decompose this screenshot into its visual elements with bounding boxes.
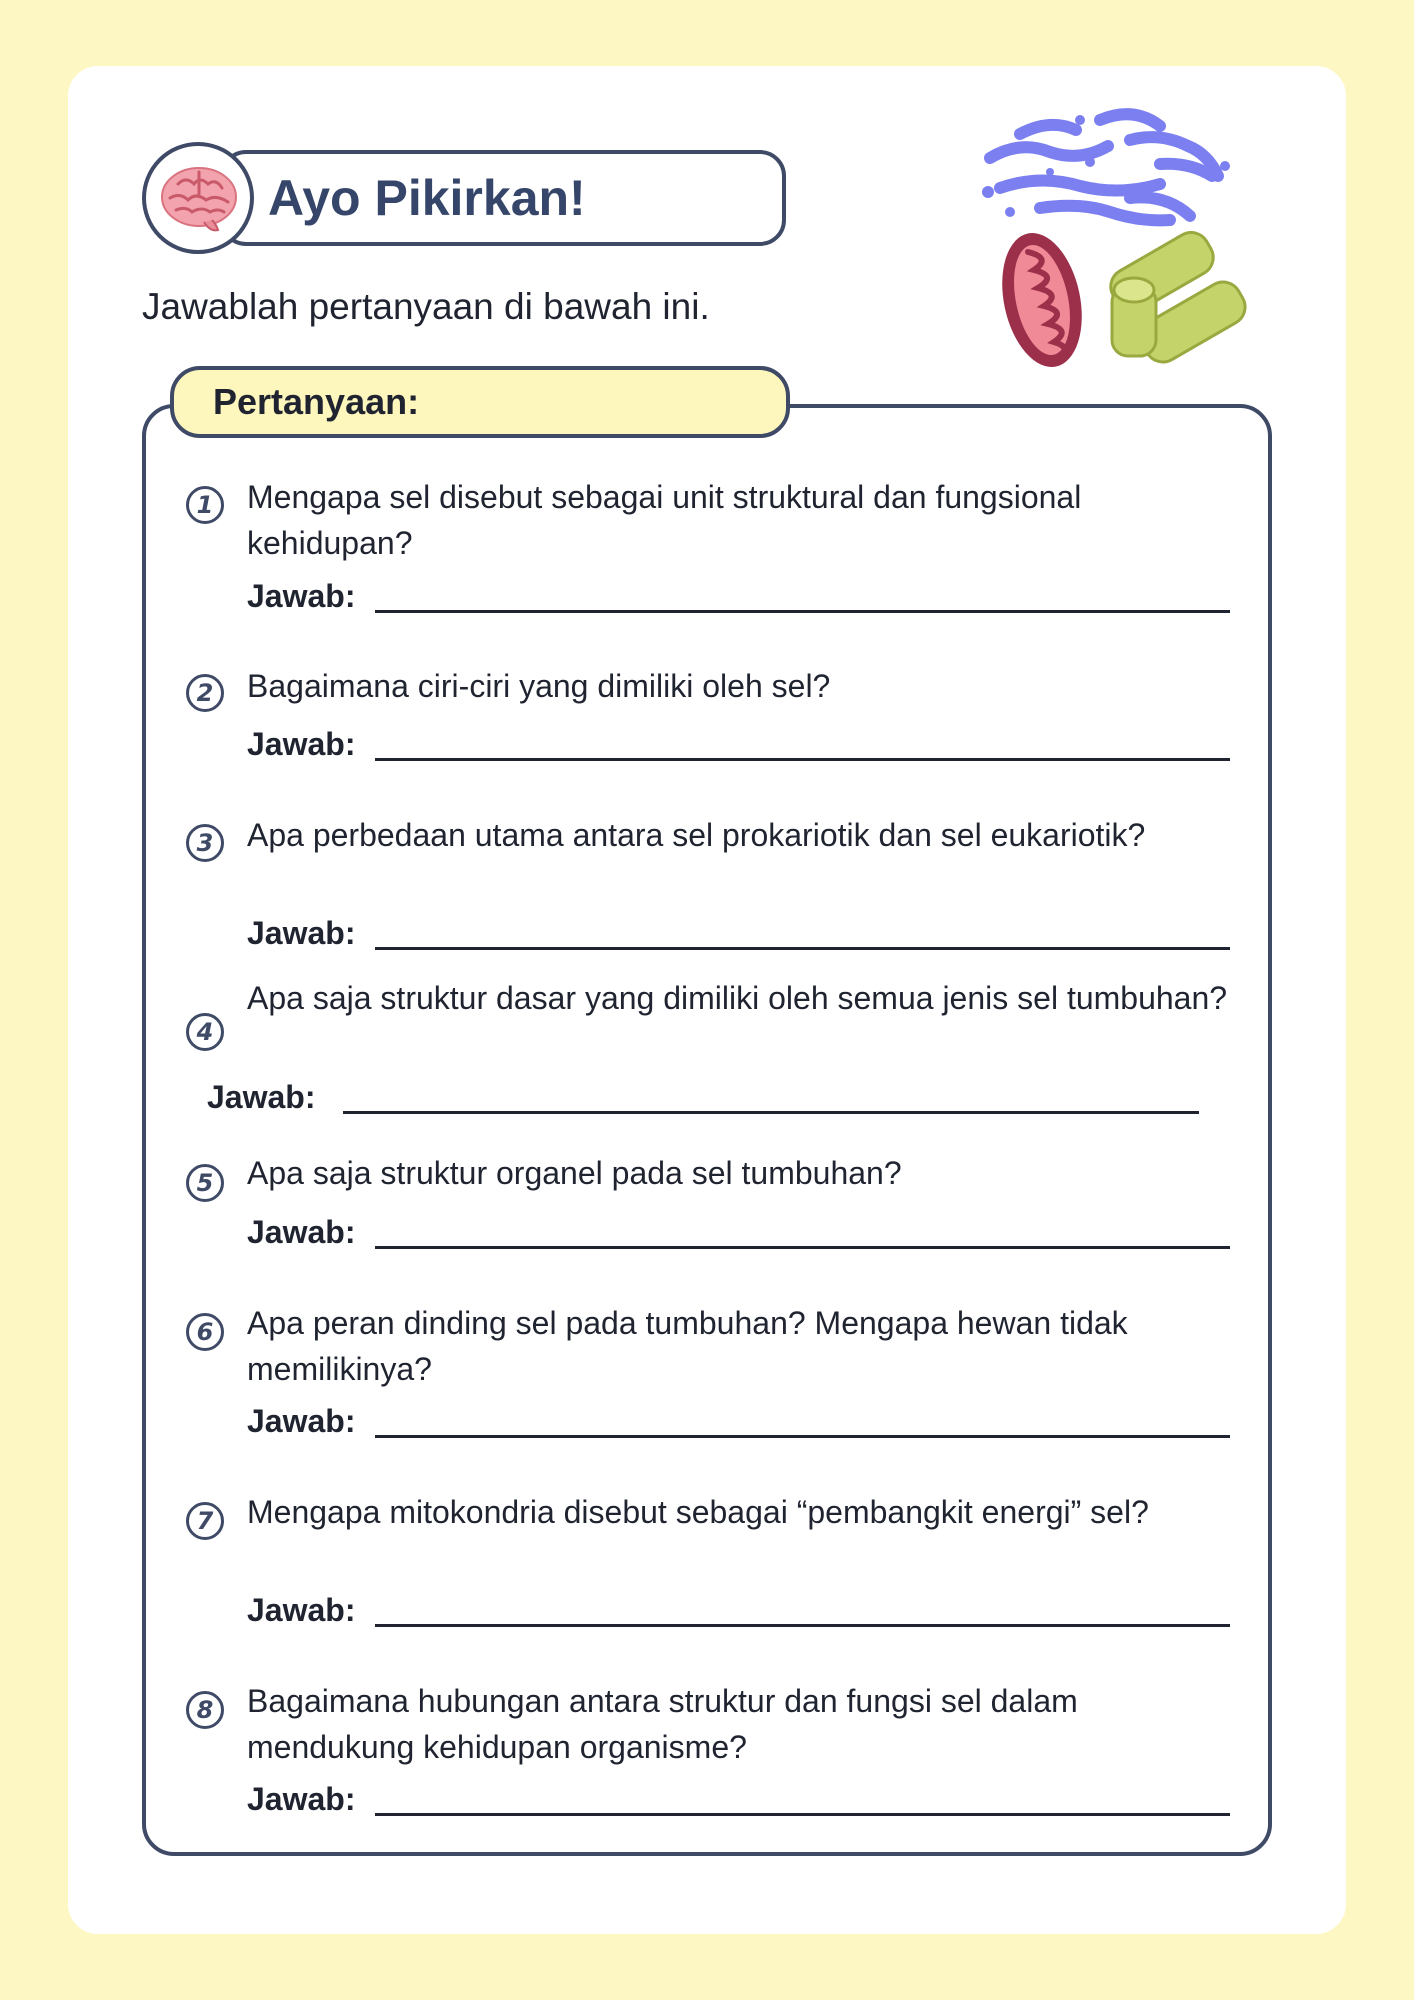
question-7-text: Mengapa mitokondria disebut sebagai “pembangkit energi” sel? [247, 1494, 1149, 1530]
answer-5-line[interactable] [375, 1246, 1230, 1249]
endoplasmic-reticulum-icon [990, 114, 1218, 220]
question-6-text: Apa peran dinding sel pada tumbuhan? Mengapa hewan tidak memilikinya? [247, 1305, 1128, 1387]
question-3-text: Apa perbedaan utama antara sel prokariotik dan sel eukariotik? [247, 817, 1146, 853]
answer-8-label: Jawab: [247, 1781, 356, 1817]
answer-2-line[interactable] [375, 758, 1230, 761]
question-number-1: 1 [186, 486, 224, 524]
question-4-text: Apa saja struktur dasar yang dimiliki oleh semua jenis sel tumbuhan? [247, 980, 1228, 1016]
answer-4-line[interactable] [343, 1111, 1199, 1114]
answer-5-label: Jawab: [247, 1214, 356, 1250]
answer-3-line[interactable] [375, 947, 1230, 950]
question-1-text: Mengapa sel disebut sebagai unit struktural dan fungsional kehidupan? [247, 479, 1082, 561]
answer-4-label: Jawab: [207, 1079, 316, 1115]
brain-badge [142, 142, 254, 254]
question-8-text: Bagaimana hubungan antara struktur dan fungsi sel dalam mendukung kehidupan organisme? [247, 1683, 1078, 1765]
question-number-4: 4 [186, 1013, 224, 1051]
question-number-8: 8 [186, 1691, 224, 1729]
answer-3-label: Jawab: [247, 915, 356, 951]
organelles-illustration [980, 100, 1250, 380]
page-title: Ayo Pikirkan! [268, 170, 586, 226]
answer-8-line[interactable] [375, 1813, 1230, 1816]
mitochondria-icon [991, 226, 1094, 375]
question-number-3: 3 [186, 824, 224, 862]
answer-7-line[interactable] [375, 1624, 1230, 1627]
answer-7-label: Jawab: [247, 1592, 356, 1628]
question-2-text: Bagaimana ciri-ciri yang dimiliki oleh sel? [247, 668, 831, 704]
answer-6-label: Jawab: [247, 1403, 356, 1439]
answer-6-line[interactable] [375, 1435, 1230, 1438]
question-number-5: 5 [186, 1164, 224, 1202]
answer-1-label: Jawab: [247, 578, 356, 614]
question-number-2: 2 [186, 674, 224, 712]
question-5-text: Apa saja struktur organel pada sel tumbuhan? [247, 1155, 902, 1191]
chloroplast-icon [1104, 226, 1250, 369]
answer-2-label: Jawab: [247, 726, 356, 762]
questions-panel [142, 404, 1272, 1856]
question-number-7: 7 [186, 1502, 224, 1540]
brain-icon [158, 164, 240, 236]
answer-1-line[interactable] [375, 610, 1230, 613]
question-number-6: 6 [186, 1313, 224, 1351]
questions-tab-label: Pertanyaan: [213, 381, 420, 422]
instruction-text: Jawablah pertanyaan di bawah ini. [142, 286, 710, 327]
